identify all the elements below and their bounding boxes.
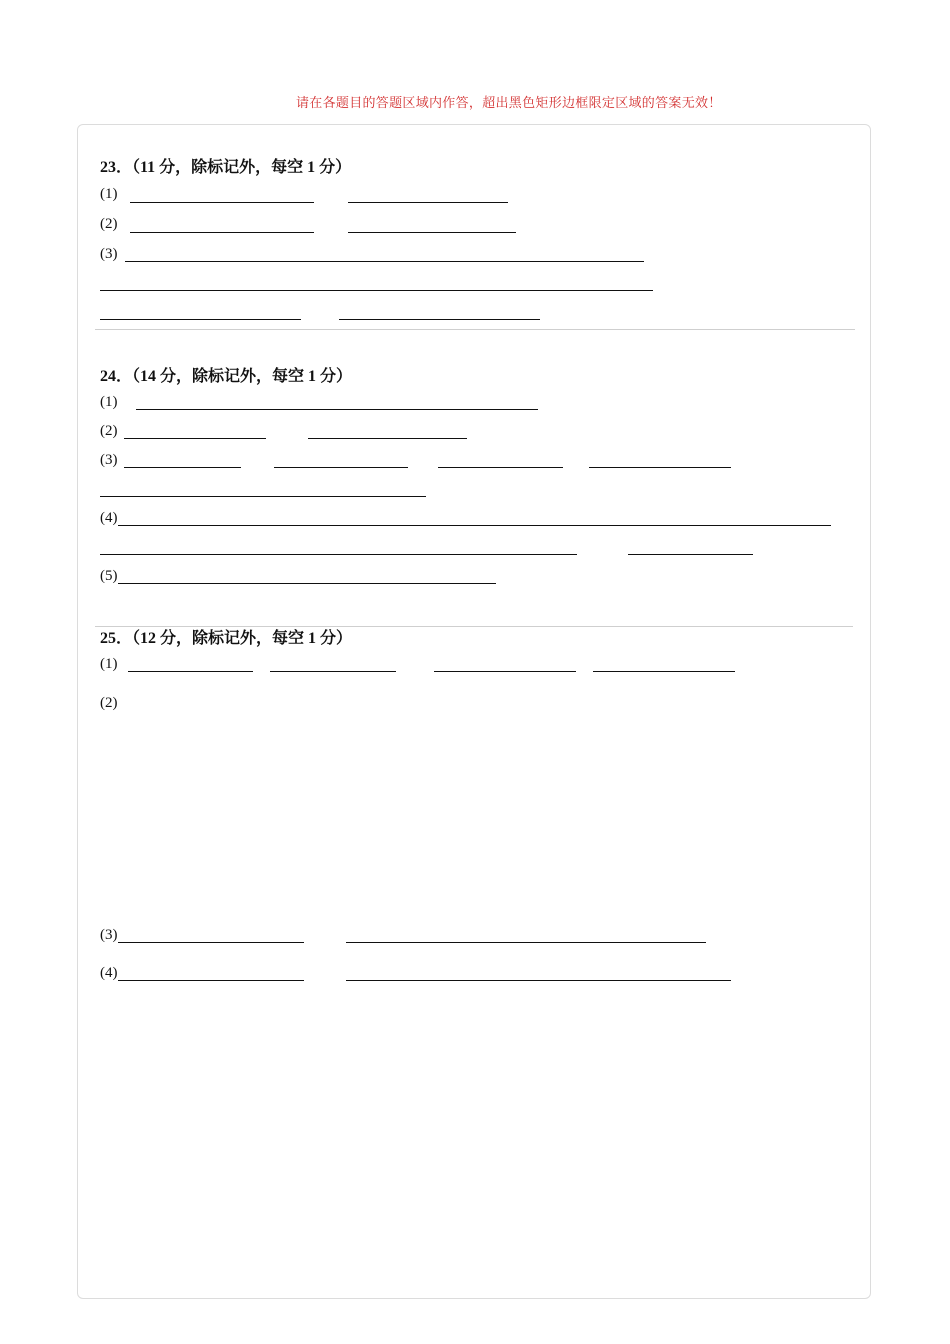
- q25-part-4-label: (4): [100, 965, 118, 981]
- q23-part-1-blank-1[interactable]: [130, 202, 314, 203]
- question-24-title: [100, 363, 352, 386]
- q24-part-2-label: (2): [100, 423, 118, 439]
- q25-part-1-blank-1[interactable]: [128, 671, 253, 672]
- question-score-info: （12 分，除标记外，每空 1 分）: [132, 630, 353, 647]
- q25-part-1-blank-4[interactable]: [593, 671, 735, 672]
- answer-area-notice: 请在各题目的答题区域内作答，超出黑色矩形边框限定区域的答案无效！: [296, 95, 722, 110]
- q25-part-1-blank-3[interactable]: [434, 671, 576, 672]
- question-score-info: （14 分，除标记外，每空 1 分）: [132, 368, 353, 385]
- question-25-title: [100, 625, 352, 648]
- q25-part-1-blank-2[interactable]: [270, 671, 396, 672]
- question-number: 24．: [100, 368, 133, 385]
- q24-part-2-blank-2[interactable]: [308, 438, 467, 439]
- q23-part-1-blank-2[interactable]: [348, 202, 508, 203]
- q25-part-3-label: (3): [100, 927, 118, 943]
- q23-part-3-blank-4[interactable]: [339, 319, 540, 320]
- question-23-title: [100, 154, 351, 177]
- q24-part-4-blank-1[interactable]: [118, 525, 831, 526]
- q24-part-3-blank-1[interactable]: [124, 467, 241, 468]
- q23-part-2-label: (2): [100, 216, 118, 232]
- q25-part-4-blank-2[interactable]: [346, 980, 731, 981]
- q23-part-3-blank-1[interactable]: [125, 261, 644, 262]
- q23-part-2-blank-2[interactable]: [348, 232, 516, 233]
- q24-part-3-blank-2[interactable]: [274, 467, 408, 468]
- q25-part-4-blank-1[interactable]: [118, 980, 304, 981]
- question-number: 23．: [100, 159, 133, 176]
- q24-part-1-label: (1): [100, 394, 118, 410]
- q23-part-3-label: (3): [100, 246, 118, 262]
- q24-part-4-blank-2[interactable]: [100, 554, 577, 555]
- q25-part-3-blank-1[interactable]: [118, 942, 304, 943]
- q24-part-3-label: (3): [100, 452, 118, 468]
- question-number: 25．: [100, 630, 133, 647]
- q23-part-2-blank-1[interactable]: [130, 232, 314, 233]
- q25-part-2-label: (2): [100, 695, 118, 711]
- q24-part-4-label: (4): [100, 510, 118, 526]
- section-divider: [95, 329, 855, 330]
- q24-part-1-blank-1[interactable]: [136, 409, 538, 410]
- q24-part-5-label: (5): [100, 568, 118, 584]
- q24-part-2-blank-1[interactable]: [124, 438, 266, 439]
- q24-part-4-blank-3[interactable]: [628, 554, 753, 555]
- question-score-info: （11 分，除标记外，每空 1 分）: [132, 159, 352, 176]
- q24-part-3-blank-3[interactable]: [438, 467, 563, 468]
- q23-part-1-label: (1): [100, 186, 118, 202]
- q25-part-3-blank-2[interactable]: [346, 942, 706, 943]
- q23-part-3-blank-2[interactable]: [100, 290, 653, 291]
- q23-part-3-blank-3[interactable]: [100, 319, 301, 320]
- q25-part-1-label: (1): [100, 656, 118, 672]
- answer-frame: [77, 124, 871, 1299]
- q24-part-3-blank-5[interactable]: [100, 496, 426, 497]
- q24-part-5-blank-1[interactable]: [118, 583, 496, 584]
- q24-part-3-blank-4[interactable]: [589, 467, 731, 468]
